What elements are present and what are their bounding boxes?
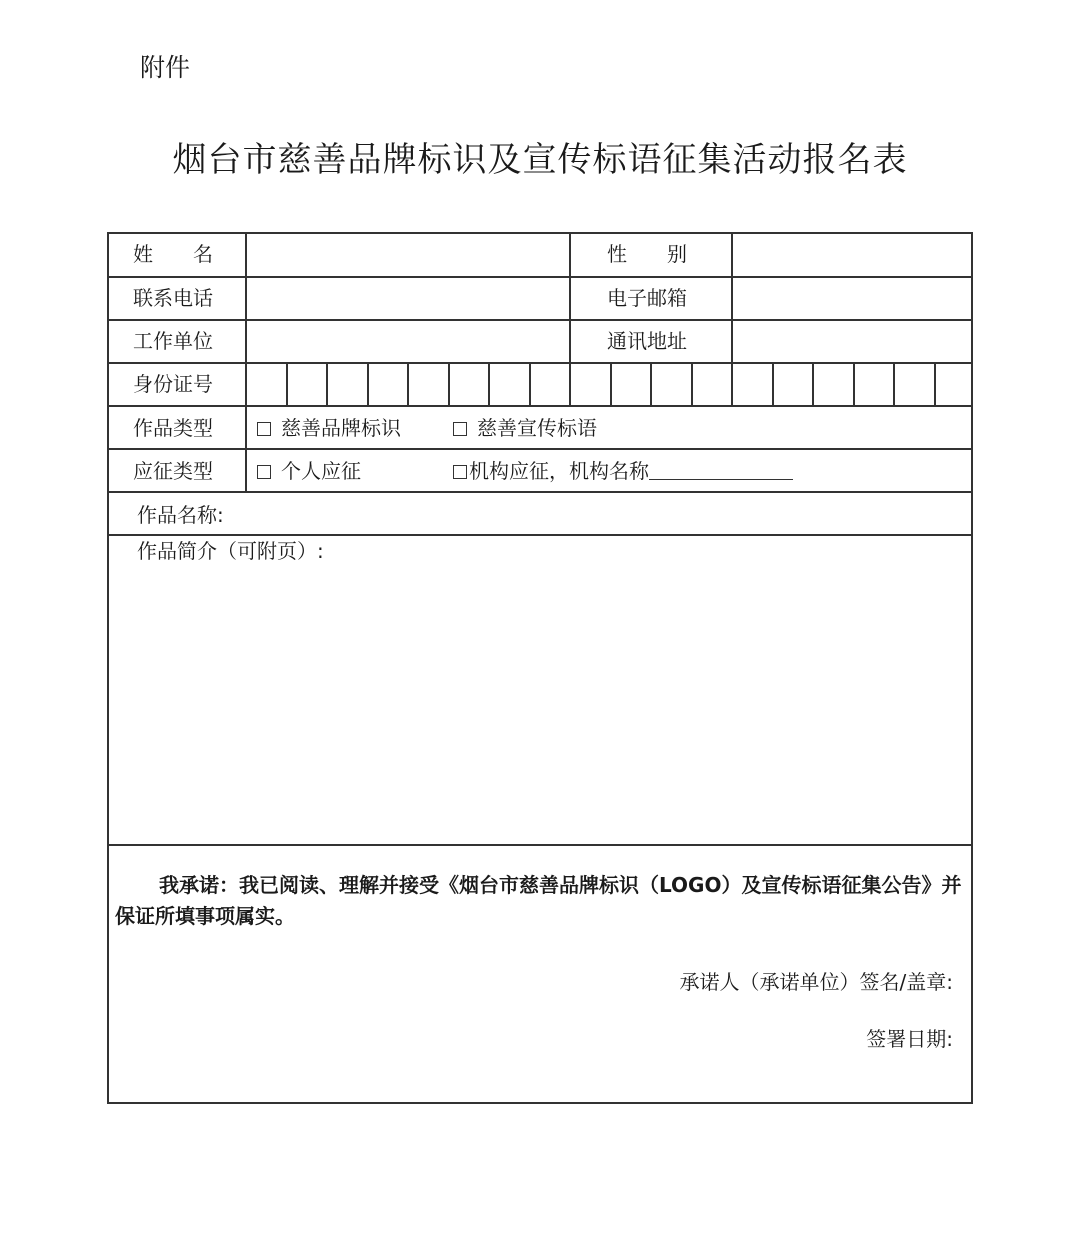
id-digit-divider: [691, 362, 693, 406]
checkbox-icon[interactable]: [453, 465, 467, 479]
id-digit-divider: [853, 362, 855, 406]
id-digit-divider: [529, 362, 531, 406]
option-label: 机构应征，机构名称: [469, 459, 649, 483]
row-divider: [109, 844, 971, 846]
phone-label: 联系电话: [133, 286, 213, 310]
work-intro-label: 作品简介（可附页）:: [137, 539, 324, 563]
id-digit-divider: [569, 362, 571, 406]
id-number-label: 身份证号: [133, 372, 213, 396]
work-type-logo-option[interactable]: [257, 418, 401, 438]
column-divider: [245, 234, 247, 492]
row-divider: [109, 491, 971, 493]
id-digit-divider: [731, 362, 733, 406]
id-digit-divider: [286, 362, 288, 406]
id-digit-divider: [448, 362, 450, 406]
attachment-label: 附件: [140, 53, 191, 82]
address-label: 通讯地址: [607, 329, 687, 353]
id-digit-divider: [812, 362, 814, 406]
option-label: 慈善宣传标语: [477, 416, 597, 440]
signature-label: 承诺人（承诺单位）签名/盖章:: [679, 970, 953, 994]
id-digit-divider: [488, 362, 490, 406]
work-unit-label: 工作单位: [133, 329, 213, 353]
id-digit-divider: [407, 362, 409, 406]
row-divider: [109, 362, 971, 364]
id-digit-divider: [934, 362, 936, 406]
pledge-text: 我承诺：我已阅读、理解并接受《烟台市慈善品牌标识（LOGO）及宣传标语征集公告》并保证所填事项属实。: [115, 873, 962, 928]
org-name-field[interactable]: [649, 461, 793, 480]
page-title: 烟台市慈善品牌标识及宣传标语征集活动报名表: [172, 140, 908, 180]
name-label: 姓 名: [133, 242, 213, 266]
entry-type-org-option[interactable]: [453, 461, 793, 481]
checkbox-icon[interactable]: [453, 422, 467, 436]
option-label: 个人应征: [281, 459, 361, 483]
id-digit-divider: [650, 362, 652, 406]
id-digit-divider: [326, 362, 328, 406]
gender-label: 性 别: [607, 242, 687, 266]
id-digit-divider: [772, 362, 774, 406]
date-label: 签署日期:: [866, 1027, 953, 1051]
entry-type-label: 应征类型: [133, 459, 213, 483]
id-digit-divider: [893, 362, 895, 406]
checkbox-icon[interactable]: [257, 422, 271, 436]
email-label: 电子邮箱: [607, 286, 687, 310]
work-type-slogan-option[interactable]: [453, 418, 597, 438]
row-divider: [109, 319, 971, 321]
option-label: 慈善品牌标识: [281, 416, 401, 440]
row-divider: [109, 276, 971, 278]
entry-type-individual-option[interactable]: [257, 461, 361, 481]
checkbox-icon[interactable]: [257, 465, 271, 479]
column-divider: [569, 234, 571, 363]
id-digit-divider: [610, 362, 612, 406]
id-digit-divider: [367, 362, 369, 406]
work-name-label: 作品名称:: [137, 503, 224, 527]
row-divider: [109, 534, 971, 536]
column-divider: [731, 234, 733, 363]
work-type-label: 作品类型: [133, 416, 213, 440]
row-divider: [109, 448, 971, 450]
registration-form: [107, 232, 973, 1104]
row-divider: [109, 405, 971, 407]
